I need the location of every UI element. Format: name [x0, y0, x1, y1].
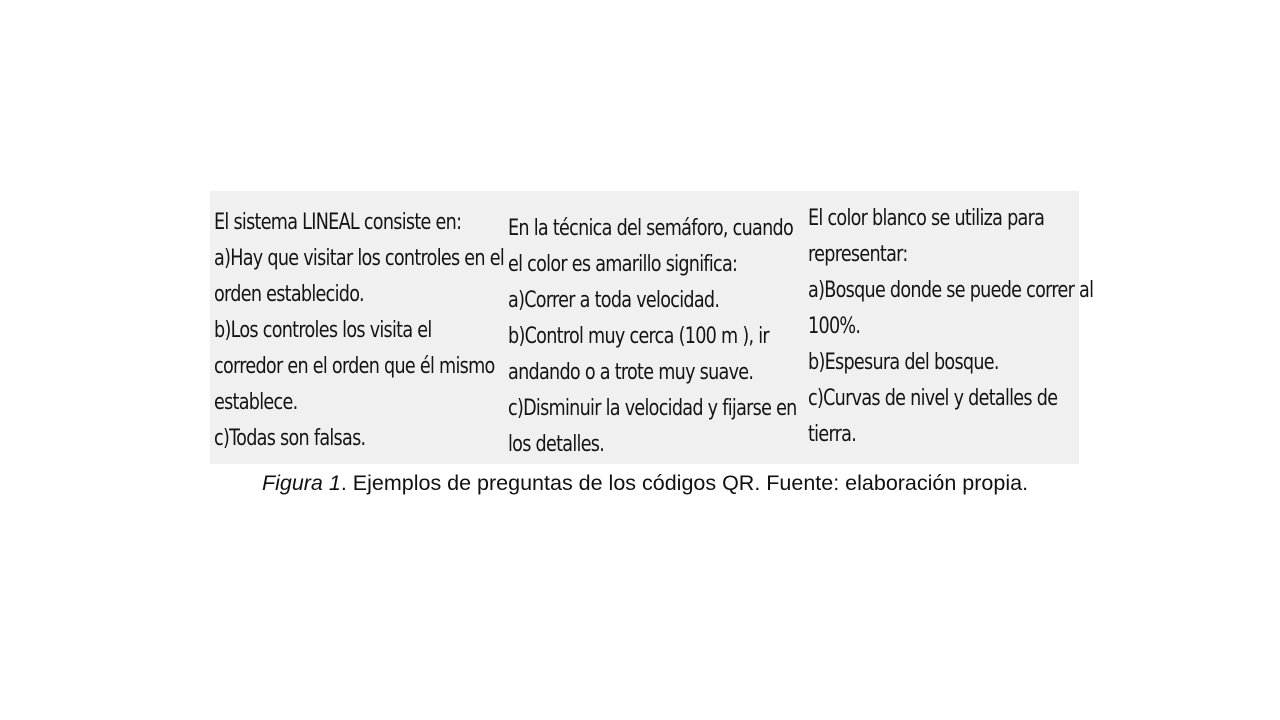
- question-1-line: El sistema LINEAL consiste en:: [214, 210, 462, 235]
- question-2-line: En la técnica del semáforo, cuando: [508, 216, 794, 241]
- figure-caption-text: . Ejemplos de preguntas de los códigos QR. Fuente: elaboración propia.: [340, 471, 1029, 495]
- question-1-line: corredor en el orden que él mismo: [214, 354, 495, 379]
- question-3-line: representar:: [808, 242, 908, 267]
- question-3-line: 100%.: [808, 314, 861, 339]
- question-1: [214, 205, 514, 457]
- question-3-line: tierra.: [808, 422, 857, 447]
- question-2-line: b)Control muy cerca (100 m ), ir: [508, 324, 769, 349]
- question-2-line: los detalles.: [508, 432, 605, 457]
- question-3-line: a)Bosque donde se puede correr al: [808, 278, 1094, 303]
- question-3-line: b)Espesura del bosque.: [808, 350, 999, 375]
- question-1-line: c)Todas son falsas.: [214, 426, 366, 451]
- question-1-line: establece.: [214, 390, 298, 415]
- question-1-line: a)Hay que visitar los controles en el: [214, 246, 504, 271]
- question-2: [508, 211, 800, 463]
- figure-label: Figura 1: [261, 471, 341, 495]
- question-3: [808, 201, 1098, 453]
- question-3-line: c)Curvas de nivel y detalles de: [808, 386, 1058, 411]
- question-2-line: a)Correr a toda velocidad.: [508, 288, 720, 313]
- question-2-line: c)Disminuir la velocidad y fijarse en: [508, 396, 797, 421]
- question-1-line: orden establecido.: [214, 282, 364, 307]
- qr-questions-image: [210, 191, 1094, 464]
- question-2-line: andando o a trote muy suave.: [508, 360, 754, 385]
- question-1-line: b)Los controles los visita el: [214, 318, 432, 343]
- question-3-line: El color blanco se utiliza para: [808, 206, 1045, 231]
- question-2-line: el color es amarillo significa:: [508, 252, 738, 277]
- figure-caption: [0, 471, 1280, 496]
